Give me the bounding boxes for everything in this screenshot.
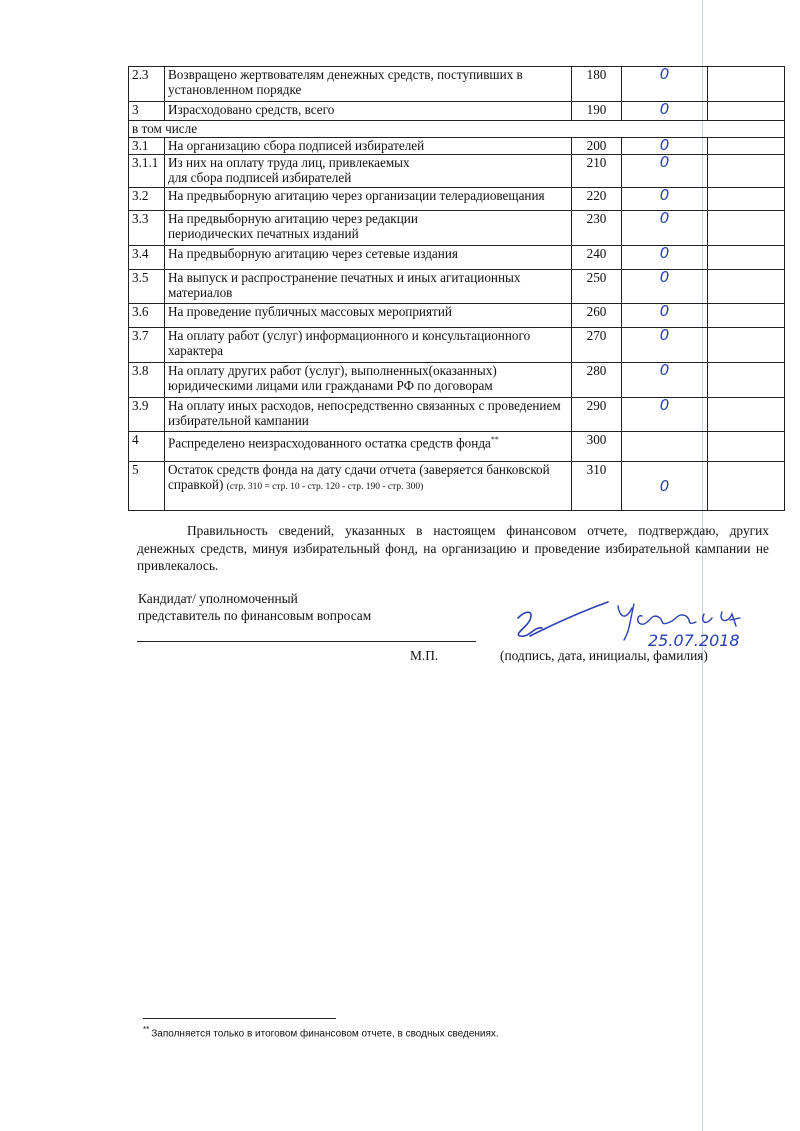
table-row	[129, 270, 785, 304]
row-number: 4	[129, 432, 165, 462]
row-number: 3.1.1	[129, 155, 165, 188]
row-name-line2: для сбора подписей избирателей	[168, 170, 352, 185]
row-number: 3.4	[129, 246, 165, 270]
row-value	[622, 432, 708, 462]
row-number: 3.2	[129, 188, 165, 211]
row-extra-cell	[708, 188, 785, 211]
footnote-divider	[143, 1018, 336, 1019]
row-value: 0	[622, 398, 708, 432]
table-row	[129, 398, 785, 432]
row-name: На оплату иных расходов, непосредственно связанных с проведением избирательной кампании	[165, 398, 572, 432]
table-row	[129, 155, 785, 188]
row-name: На предвыборную агитацию через сетевые издания	[165, 246, 572, 270]
row-code: 280	[572, 363, 622, 398]
table-row	[129, 211, 785, 246]
row-number: 3.5	[129, 270, 165, 304]
row-code: 250	[572, 270, 622, 304]
row-name	[165, 462, 572, 511]
row-extra-cell	[708, 246, 785, 270]
row-code: 260	[572, 304, 622, 328]
row-extra-cell	[708, 432, 785, 462]
row-number: 3.8	[129, 363, 165, 398]
row-code: 240	[572, 246, 622, 270]
row-number: 3	[129, 102, 165, 121]
row-code: 180	[572, 67, 622, 102]
row-name: На организацию сбора подписей избирателей	[165, 138, 572, 155]
confirmation-statement: Правильность сведений, указанных в настоящем финансовом отчете, подтверждаю, других денежных средств, минуя избирательный фонд, на организацию и проведение избирательной кампании не привлекалось.	[137, 523, 769, 573]
table-row	[129, 246, 785, 270]
row-value: 0	[622, 304, 708, 328]
row-number: 3.1	[129, 138, 165, 155]
row-value: 0	[622, 246, 708, 270]
signer-line-2: представитель по финансовым вопросам	[138, 608, 372, 623]
signature-caption: (подпись, дата, инициалы, фамилия)	[500, 648, 708, 663]
table-row	[129, 328, 785, 363]
signer-line-1: Кандидат/ уполномоченный	[138, 591, 298, 606]
row-name	[165, 155, 572, 188]
row-extra-cell	[708, 304, 785, 328]
table-row	[129, 462, 785, 511]
row-code: 200	[572, 138, 622, 155]
footnote-text: Заполняется только в итоговом финансовом отчете, в сводных сведениях.	[151, 1028, 499, 1040]
table-row	[129, 138, 785, 155]
row-value: 0	[622, 67, 708, 102]
row-name: Возвращено жертвователям денежных средств, поступивших в установленном порядке	[165, 67, 572, 102]
row-value: 0	[622, 328, 708, 363]
row-code: 270	[572, 328, 622, 363]
row-name: На оплату других работ (услуг), выполненных(оказанных) юридическими лицами или гражданами РФ по договорам	[165, 363, 572, 398]
row-number: 3.6	[129, 304, 165, 328]
table-row	[129, 432, 785, 462]
row-number: 2.3	[129, 67, 165, 102]
row-name-text: Остаток средств фонда на дату сдачи отчета (заверяется банковской справкой)	[168, 462, 550, 492]
handwritten-signature	[500, 596, 770, 654]
row-code: 230	[572, 211, 622, 246]
row-extra-cell	[708, 67, 785, 102]
row-extra-cell	[708, 363, 785, 398]
row-value: 0	[622, 102, 708, 121]
row-value: 0	[622, 363, 708, 398]
row-name: На выпуск и распространение печатных и иных агитационных материалов	[165, 270, 572, 304]
section-label: в том числе	[129, 121, 785, 138]
stamp-label: М.П.	[410, 648, 439, 663]
table-row	[129, 67, 785, 102]
row-name	[165, 432, 572, 462]
table-row	[129, 188, 785, 211]
footnote-marker: **	[490, 435, 499, 444]
row-name	[165, 211, 572, 246]
row-code: 300	[572, 432, 622, 462]
row-name: Израсходовано средств, всего	[165, 102, 572, 121]
row-code: 220	[572, 188, 622, 211]
financial-report-table	[128, 66, 785, 511]
row-name-text: Распределено неизрасходованного остатка средств фонда	[168, 435, 491, 451]
signature-line	[137, 641, 476, 642]
row-name: На оплату работ (услуг) информационного и консультационного характера	[165, 328, 572, 363]
row-name-line1: Из них на оплату труда лиц, привлекаемых	[168, 155, 410, 170]
row-value: 0	[622, 155, 708, 188]
row-value: 0	[622, 138, 708, 155]
row-code: 190	[572, 102, 622, 121]
row-name-line1: На предвыборную агитацию через редакции	[168, 211, 418, 226]
table-row	[129, 304, 785, 328]
row-number: 3.3	[129, 211, 165, 246]
row-value: 0	[622, 462, 708, 511]
row-extra-cell	[708, 270, 785, 304]
row-code: 310	[572, 462, 622, 511]
row-number: 3.9	[129, 398, 165, 432]
row-formula-hint: (стр. 310 = стр. 10 - стр. 120 - стр. 190 - стр. 300)	[226, 482, 424, 492]
table-row	[129, 363, 785, 398]
table-row	[129, 102, 785, 121]
row-value: 0	[622, 188, 708, 211]
row-name: На предвыборную агитацию через организации телерадиовещания	[165, 188, 572, 211]
row-code: 290	[572, 398, 622, 432]
footnote-mark: **	[143, 1025, 150, 1034]
row-name: На проведение публичных массовых мероприятий	[165, 304, 572, 328]
row-number: 3.7	[129, 328, 165, 363]
row-extra-cell	[708, 155, 785, 188]
row-extra-cell	[708, 328, 785, 363]
row-value: 0	[622, 270, 708, 304]
row-extra-cell	[708, 102, 785, 121]
row-number: 5	[129, 462, 165, 511]
row-value: 0	[622, 211, 708, 246]
section-row	[129, 121, 785, 138]
row-extra-cell	[708, 398, 785, 432]
row-code: 210	[572, 155, 622, 188]
signer-label	[138, 590, 371, 624]
footnote	[143, 1025, 499, 1039]
row-extra-cell	[708, 211, 785, 246]
row-name-line2: периодических печатных изданий	[168, 226, 359, 241]
row-extra-cell	[708, 138, 785, 155]
signature-date: 25.07.2018	[648, 631, 740, 650]
row-extra-cell	[708, 462, 785, 511]
